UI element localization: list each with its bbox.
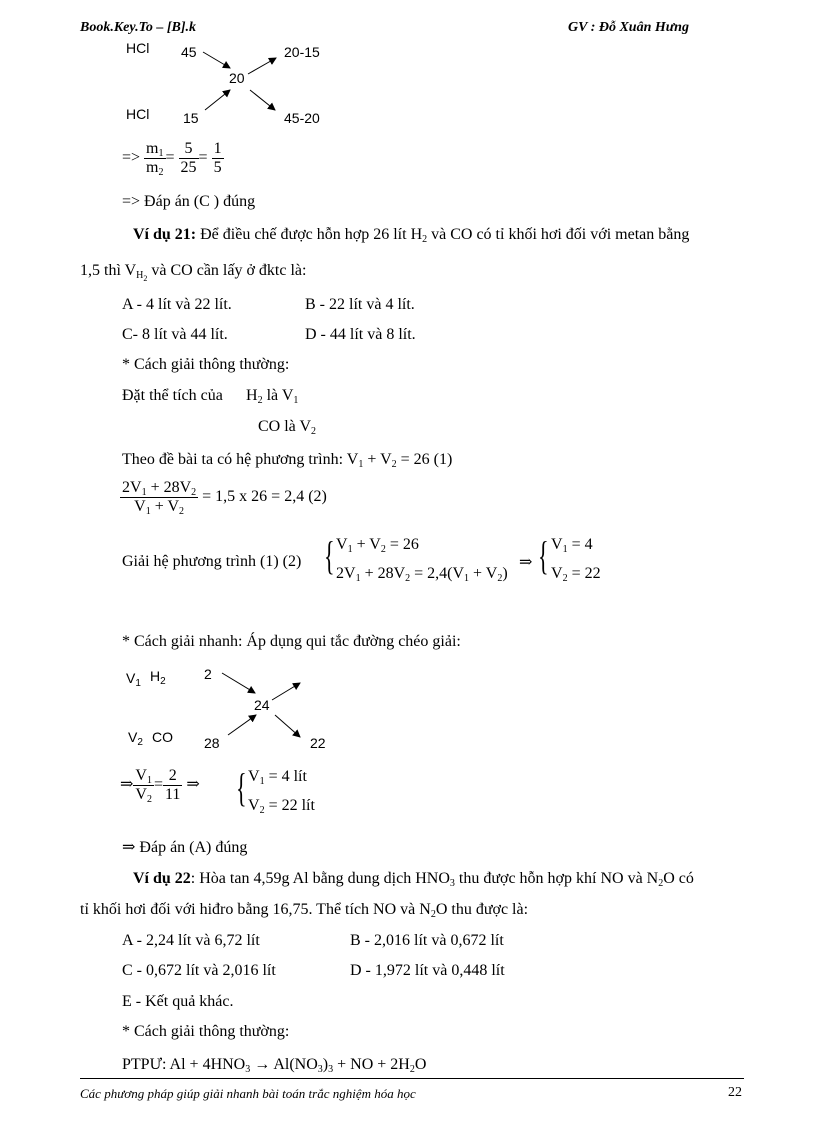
diagram1-center: 20 <box>229 70 245 86</box>
diagram1-bottom-right: 45-20 <box>284 110 320 126</box>
reaction-equation: PTPƯ: $Al + 4HNO_3 \to Al(NO_3)_3$ + NO + $2H_2O$ <box>122 1056 427 1075</box>
brace-left-3: { <box>236 765 247 810</box>
option22-c: C - 0,672 lít và 2,016 lít <box>122 962 276 979</box>
diagram2-top-left: 2 <box>204 666 212 682</box>
option-c: C- 8 lít và 44 lít. <box>122 326 228 343</box>
equation-1: Theo đề bài ta có hệ phương trình: $V_1 + V_2 = 26$ (1) <box>122 451 453 470</box>
option-d: D - 44 lít và 8 lít. <box>305 326 416 343</box>
diagram2-co: CO <box>152 729 173 745</box>
diagram1-label-top: HCl <box>126 40 150 56</box>
set-volume-label: Đặt thể tích của <box>122 387 223 404</box>
option-a: A - 4 lít và 22 lít. <box>122 296 232 313</box>
option22-e: E - Kết quả khác. <box>122 993 234 1010</box>
diagram2-bottom-right: 22 <box>310 735 326 751</box>
diagram2-bottom-left: 28 <box>204 735 220 751</box>
normal-method-21: * Cách giải thông thường: <box>122 356 290 373</box>
diagram1-top-left: 45 <box>181 44 197 60</box>
diagram1-bottom-left: 15 <box>183 110 199 126</box>
option22-d: D - 1,972 lít và 0,448 lít <box>350 962 505 979</box>
diagram1-top-right: 20-15 <box>284 44 320 60</box>
answer-a: ⇒ Đáp án (A) đúng <box>122 839 248 856</box>
set-h2: $H_2$ là $V_1$ <box>246 387 299 406</box>
brace-left-1: { <box>324 533 335 578</box>
equation-2: $\frac{2V_1 + 28V_2}{V_1 + V_2}$ = 1,5 x 26 = 2,4 (2) <box>122 479 327 517</box>
system-eq1: $V_1 + V_2 = 26$ <box>336 536 419 555</box>
fraction-m: $\frac{m_1}{m_2}$ <box>146 140 164 178</box>
ratio2-v2: $V_2 = 22$ lít <box>248 797 315 816</box>
ratio-m1-m2: => $\frac{m_1}{m_2}$ = $\frac{5}{25}$ = $\frac{1}{5}$ <box>122 140 222 178</box>
option-b: B - 22 lít và 4 lít. <box>305 296 415 313</box>
solve-system-label: Giải hệ phương trình (1) (2) <box>122 553 302 570</box>
ratio2-v1: $V_1 = 4$ lít <box>248 768 307 787</box>
set-co: CO là $V_2$ <box>258 418 317 437</box>
example-21-line1: Ví dụ 21: Để điều chế được hỗn hợp 26 lít $H_2$ và CO có tỉ khối hơi đối với metan bằng <box>133 226 690 245</box>
header-right: GV : Đỗ Xuân Hưng <box>568 20 689 35</box>
normal-method-22: * Cách giải thông thường: <box>122 1023 290 1040</box>
implies-arrow: => <box>122 149 141 167</box>
example-21-title: Ví dụ 21: <box>133 226 197 243</box>
footer-rule <box>80 1078 744 1079</box>
brace-left-2: { <box>538 533 549 578</box>
option22-a: A - 2,24 lít và 6,72 lít <box>122 932 260 949</box>
example-22-line2: tỉ khối hơi đối với hiđro bằng 16,75. Thể tích NO và $N_2O$ thu được là: <box>80 901 529 920</box>
implies-symbol: ⇒ <box>519 554 533 571</box>
example-22-title: Ví dụ 22 <box>133 870 191 887</box>
option22-b: B - 2,016 lít và 0,672 lít <box>350 932 504 949</box>
example-22-line1: Ví dụ 22: Hòa tan 4,59g Al bằng dung dịch $HNO_3$ thu được hỗn hợp khí NO và $N_2O$ có <box>133 870 694 889</box>
fraction-1-5: $\frac{1}{5}$ <box>213 140 222 176</box>
fraction-5-25: $\frac{5}{25}$ <box>180 140 197 176</box>
diagram2-v2: $V_2$ <box>128 729 143 748</box>
result-v1: $V_1 = 4$ <box>551 536 593 555</box>
diagram1-label-bottom: HCl <box>126 106 150 122</box>
example-21-line2: 1,5 thì $V_{H_2}$ và CO cần lấy ở đktc là: <box>80 262 307 283</box>
system-eq2: $2V_1 + 28V_2 = 2,4(V_1 + V_2)$ <box>336 565 508 584</box>
quick-method: * Cách giải nhanh: Áp dụng qui tắc đường chéo giải: <box>122 633 461 650</box>
result-v2: $V_2 = 22$ <box>551 565 601 584</box>
diagram2-v1: $V_1$ <box>126 670 141 689</box>
diagram2-center: 24 <box>254 697 270 713</box>
answer-c: => Đáp án (C ) đúng <box>122 193 256 210</box>
diagram2-h2: $H_2$ <box>150 668 166 687</box>
ratio-v1-v2: ⇒ $\frac{V_1}{V_2}$ = $\frac{2}{11}$ ⇒ <box>120 767 200 805</box>
footer-text: Các phương pháp giúp giải nhanh bài toán trắc nghiệm hóa học <box>80 1086 416 1101</box>
page-number: 22 <box>728 1085 742 1100</box>
header-left: Book.Key.To – [B].k <box>80 20 197 35</box>
